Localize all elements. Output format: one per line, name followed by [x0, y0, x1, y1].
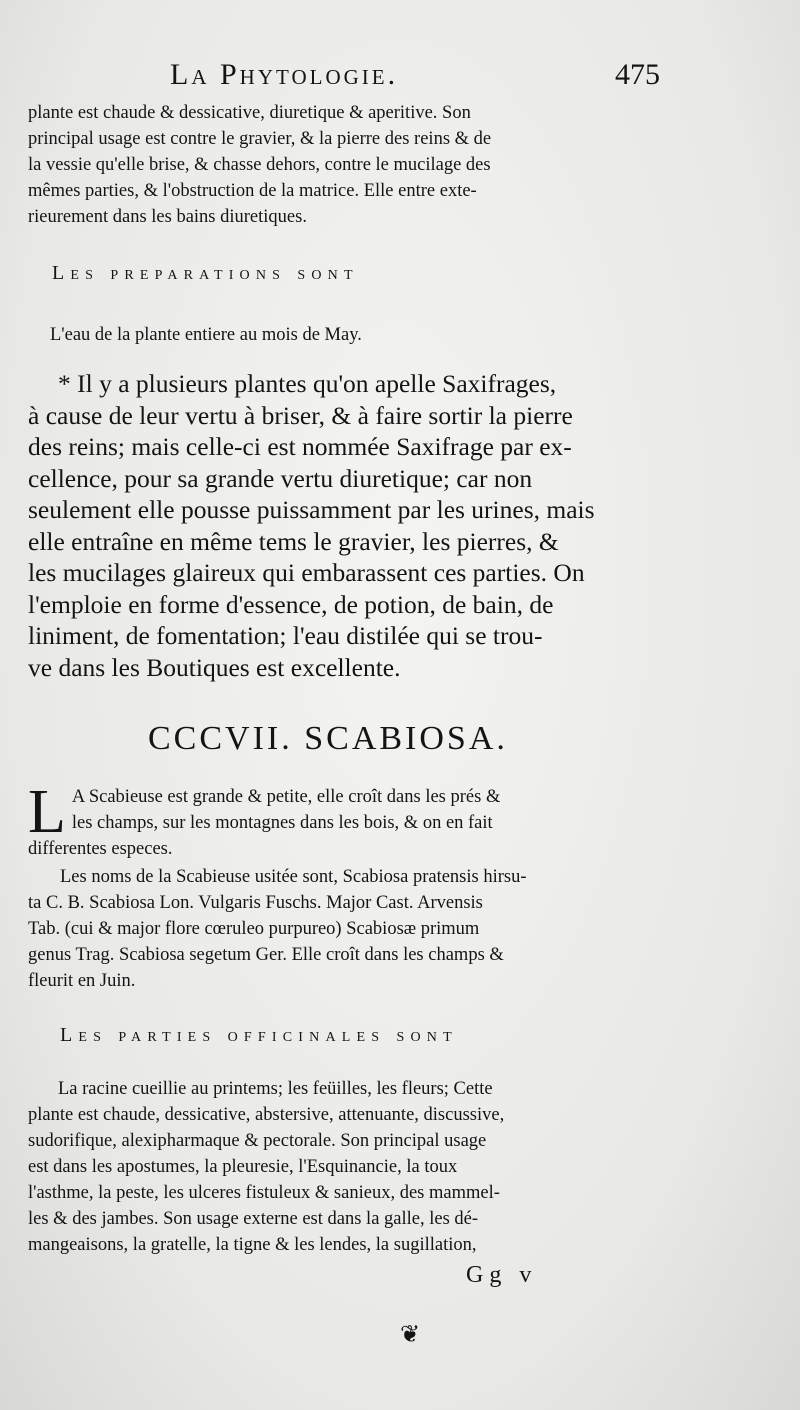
- page-header: [170, 58, 660, 98]
- text-line: cellence, pour sa grande vertu diuretique; car non: [28, 463, 533, 493]
- text-line: les & des jambes. Son usage externe est dans la galle, les dé-: [28, 1209, 479, 1229]
- ornament-icon: ❦: [400, 1320, 421, 1348]
- running-title: La Phytologie.: [170, 58, 399, 91]
- page-number: 475: [615, 58, 660, 91]
- drop-cap: L: [28, 778, 66, 846]
- text-line: rieurement dans les bains diuretiques.: [28, 207, 307, 227]
- officinal-heading: Les parties officinales sont: [60, 1024, 458, 1046]
- note-paragraph: [28, 368, 668, 683]
- text-line: * Il y a plusieurs plantes qu'on apelle Saxifrages,: [58, 369, 557, 398]
- text-line: principal usage est contre le gravier, & la pierre des reins & de: [28, 129, 492, 149]
- chapter-heading: CCCVII. SCABIOSA.: [148, 720, 508, 757]
- chapter-first-paragraph: [28, 778, 668, 862]
- text-line: plante est chaude & dessicative, diuretique & aperitive. Son: [28, 103, 471, 123]
- signature-mark: Gg v: [466, 1262, 538, 1288]
- intro-paragraph: [28, 100, 668, 230]
- text-line: La racine cueillie au printems; les feüilles, les fleurs; Cette: [58, 1079, 493, 1099]
- text-line: genus Trag. Scabiosa segetum Ger. Elle croît dans les champs &: [28, 945, 504, 965]
- text-line: l'emploie en forme d'essence, de potion, de bain, de: [28, 589, 554, 619]
- text-line: est dans les apostumes, la pleuresie, l'Esquinancie, la toux: [28, 1157, 458, 1177]
- preparations-line: L'eau de la plante entiere au mois de May.: [50, 325, 362, 345]
- text-line: liniment, de fomentation; l'eau distilée qui se trou-: [28, 621, 543, 650]
- text-line: les champs, sur les montagnes dans les bois, & on en fait: [71, 813, 493, 833]
- names-paragraph: [28, 864, 668, 994]
- text-line: les mucilages glaireux qui embarassent ces parties. On: [28, 558, 585, 587]
- text-line: A Scabieuse est grande & petite, elle croît dans les prés &: [71, 787, 501, 807]
- text-line: Les noms de la Scabieuse usitée sont, Scabiosa pratensis hirsu-: [60, 867, 527, 887]
- text-line: ve dans les Boutiques est excellente.: [28, 652, 401, 682]
- text-line: Tab. (cui & major flore cœruleo purpureo) Scabiosæ primum: [28, 919, 480, 939]
- officinal-paragraph: [28, 1076, 668, 1258]
- text-line: à cause de leur vertu à briser, & à faire sortir la pierre: [28, 400, 573, 430]
- text-line: mangeaisons, la gratelle, la tigne & les lendes, la sugillation,: [28, 1235, 477, 1255]
- text-line: l'asthme, la peste, les ulceres fistuleux & sanieux, des mammel-: [28, 1183, 500, 1203]
- text-line: la vessie qu'elle brise, & chasse dehors, contre le mucilage des: [28, 155, 491, 175]
- text-line: des reins; mais celle-ci est nommée Saxifrage par ex-: [28, 432, 572, 461]
- text-line: sudorifique, alexipharmaque & pectorale. Son principal usage: [28, 1131, 487, 1151]
- text-line: ta C. B. Scabiosa Lon. Vulgaris Fuschs. Major Cast. Arvensis: [28, 893, 483, 913]
- text-line: seulement elle pousse puissamment par les urines, mais: [28, 495, 595, 524]
- text-line: fleurit en Juin.: [28, 971, 136, 991]
- preparations-heading: Les preparations sont: [52, 262, 359, 284]
- text-line: differentes especes.: [28, 839, 173, 859]
- text-line: plante est chaude, dessicative, abstersive, attenuante, discussive,: [28, 1105, 505, 1125]
- text-line: elle entraîne en même tems le gravier, les pierres, &: [28, 526, 559, 556]
- text-line: mêmes parties, & l'obstruction de la matrice. Elle entre exte-: [28, 181, 477, 201]
